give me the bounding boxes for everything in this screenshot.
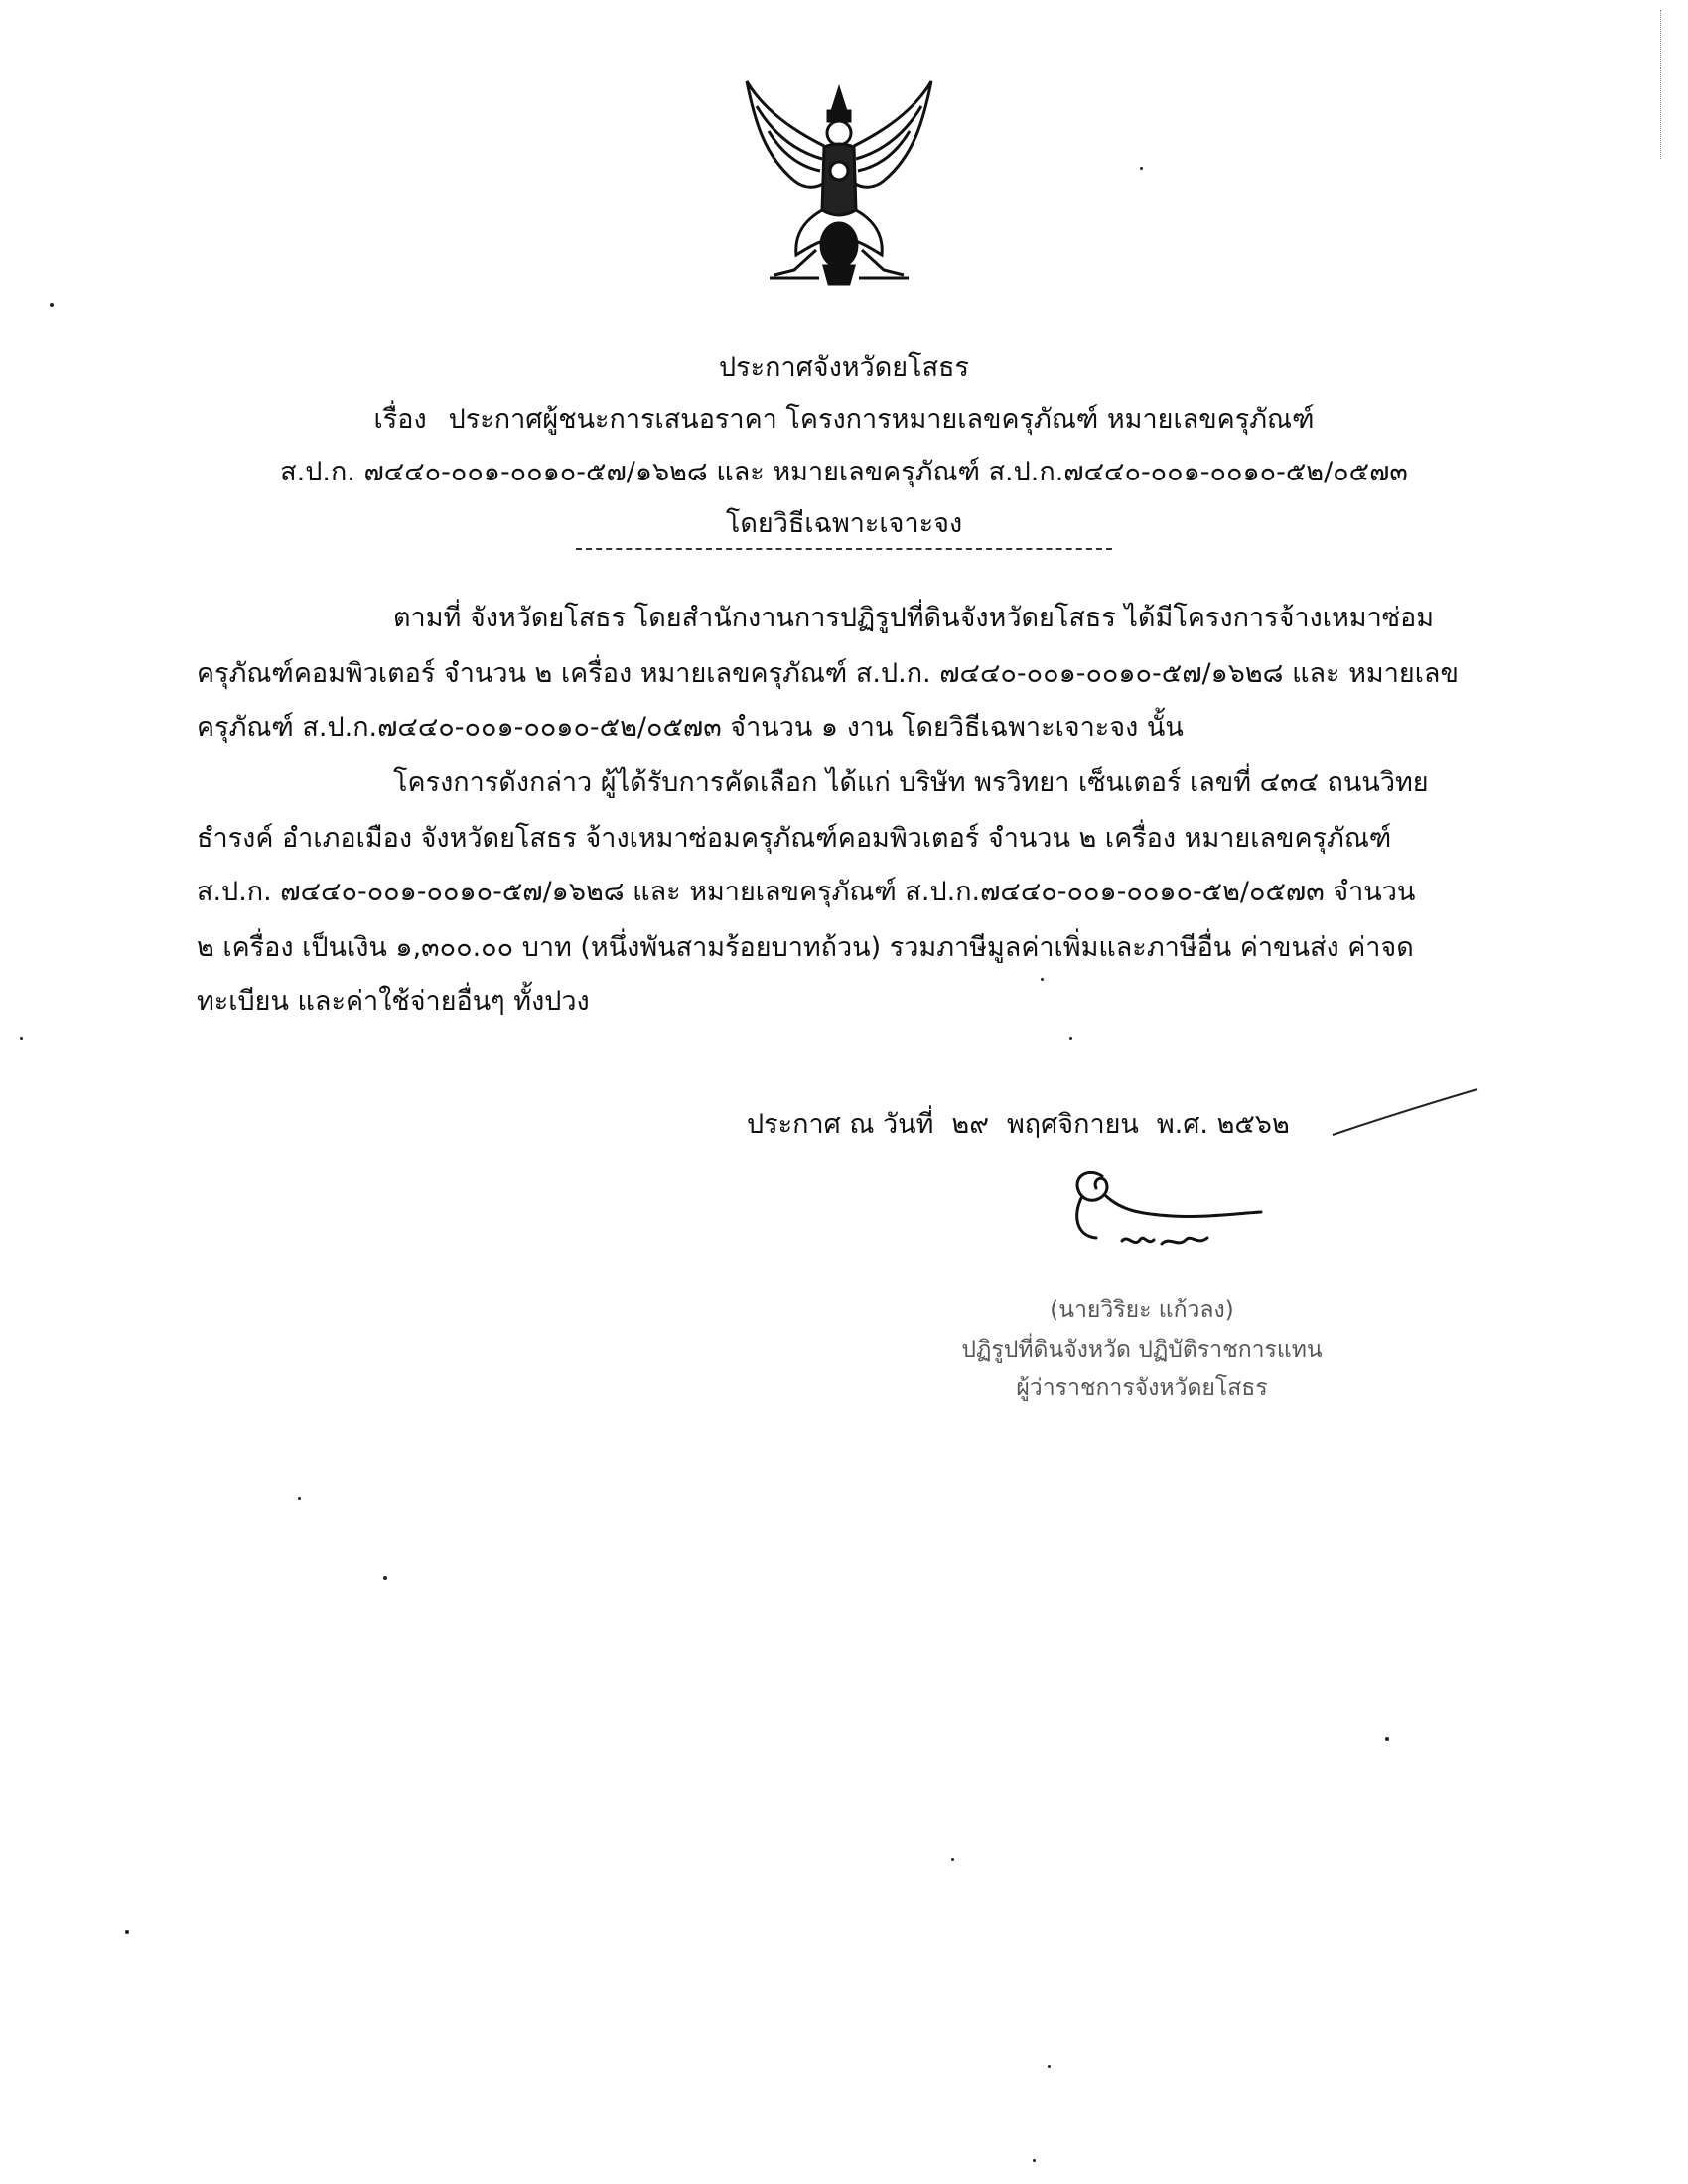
signature-icon [1062, 1157, 1281, 1266]
signatory-position-2: ผู้ว่าราชการจังหวัดยโสธร [1016, 1375, 1268, 1401]
signatory-position-1: ปฏิรูปที่ดินจังหวัด ปฏิบัติราชการแทน [961, 1337, 1323, 1363]
garuda-emblem-icon [725, 71, 953, 300]
paragraph-1-line-1: ตามที่ จังหวัดยโสธร โดยสำนักงานการปฏิรูปที่ดินจังหวัดยโสธร ได้มีโครงการจ้างเหมาซ่อม [393, 603, 1435, 633]
scan-edge-mark [1660, 10, 1669, 159]
scan-speck [383, 1576, 387, 1580]
announcement-date [747, 1102, 1290, 1145]
scan-speck [1048, 2065, 1051, 2068]
date-prefix: ประกาศ ณ วันที่ [747, 1109, 934, 1140]
announcement-subject [199, 397, 1489, 440]
scan-speck [298, 1497, 301, 1500]
scan-speck [1385, 1737, 1389, 1741]
subject-label: เรื่อง [373, 404, 427, 435]
paragraph-2-line-1: โครงการดังกล่าว ผู้ได้รับการคัดเลือก ได้แก่ บริษัท พรวิทยา เซ็นเตอร์ เลขที่ ๔๓๔ ถนนวิทย [393, 767, 1429, 798]
subject-asset-numbers: ส.ป.ก. ๗๔๔๐-๐๐๑-๐๐๑๐-๕๗/๑๖๒๘ และ หมายเลขครุภัณฑ์ ส.ป.ก.๗๔๔๐-๐๐๑-๐๐๑๐-๕๒/๐๕๗๓ [280, 457, 1408, 487]
scan-speck [1069, 1037, 1072, 1040]
scan-speck [1140, 167, 1143, 170]
scan-speck [50, 303, 54, 307]
paragraph-2-line-3: ส.ป.ก. ๗๔๔๐-๐๐๑-๐๐๑๐-๕๗/๑๖๒๘ และ หมายเลขครุภัณฑ์ ส.ป.ก.๗๔๔๐-๐๐๑-๐๐๑๐-๕๒/๐๕๗๓ จำนวน [197, 877, 1416, 907]
subject-text: ประกาศผู้ชนะการเสนอราคา โครงการหมายเลขครุภัณฑ์ หมายเลขครุภัณฑ์ [448, 404, 1315, 435]
paragraph-2-line-5: ทะเบียน และค่าใช้จ่ายอื่นๆ ทั้งปวง [197, 986, 590, 1017]
paragraph-2-line-4: ๒ เครื่อง เป็นเงิน ๑,๓๐๐.๐๐ บาท (หนึ่งพันสามร้อยบาทถ้วน) รวมภาษีมูลค่าเพิ่มและภาษีอื่น ค่าขนส่ง ค่าจด [197, 932, 1414, 963]
date-month: พฤศจิกายน [1007, 1109, 1139, 1140]
scan-speck [1041, 978, 1044, 981]
date-day: ๒๙ [951, 1109, 989, 1140]
paragraph-1-line-3: ครุภัณฑ์ ส.ป.ก.๗๔๔๐-๐๐๑-๐๐๑๐-๕๒/๐๕๗๓ จำนวน ๑ งาน โดยวิธีเฉพาะเจาะจง นั้น [197, 712, 1184, 743]
announcement-title: ประกาศจังหวัดยโสธร [718, 352, 970, 383]
scan-speck [951, 1858, 954, 1861]
procurement-method: โดยวิธีเฉพาะเจาะจง [725, 508, 963, 539]
scan-speck [1033, 2159, 1036, 2162]
paragraph-1-line-2: ครุภัณฑ์คอมพิวเตอร์ จำนวน ๒ เครื่อง หมายเลขครุภัณฑ์ ส.ป.ก. ๗๔๔๐-๐๐๑-๐๐๑๐-๕๗/๑๖๒๘ และ หมายเลข [197, 658, 1459, 689]
signatory-name: (นายวิริยะ แก้วลง) [1050, 1297, 1234, 1323]
pen-stroke [1331, 1087, 1479, 1137]
scan-speck [20, 1037, 23, 1040]
scan-speck [125, 1930, 129, 1934]
paragraph-2-line-2: ธำรงค์ อำเภอเมือง จังหวัดยโสธร จ้างเหมาซ่อมครุภัณฑ์คอมพิวเตอร์ จำนวน ๒ เครื่อง หมายเลขครุภัณฑ์ [197, 823, 1392, 854]
date-year: พ.ศ. ๒๕๖๒ [1156, 1109, 1290, 1140]
divider [576, 548, 1112, 550]
